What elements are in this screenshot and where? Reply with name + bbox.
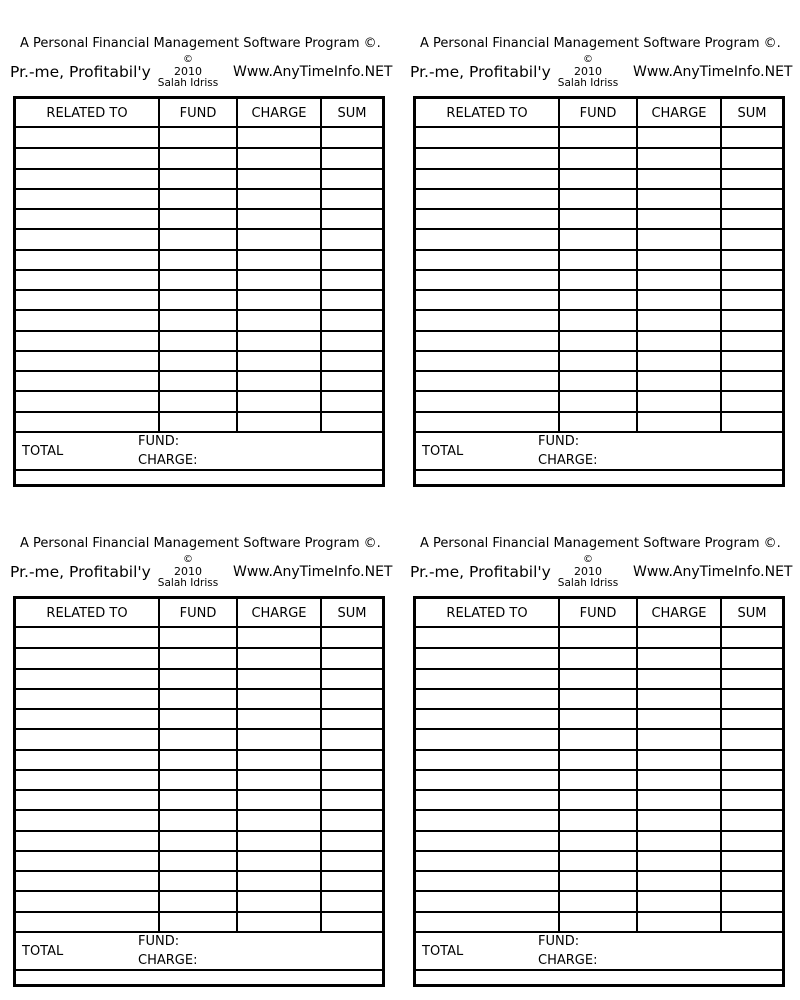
copyright-year: 2010 [574,65,602,78]
header-charge: CHARGE [251,606,307,621]
tagline: A Personal Financial Management Software Program ©. [420,36,781,51]
header-fund: FUND [579,106,617,121]
header-fund: FUND [579,606,617,621]
author-name: Salah Idriss [557,577,619,589]
row-divider [416,350,782,352]
copyright-icon: © [183,554,193,565]
row-divider [16,890,382,892]
row-divider [416,890,782,892]
tagline: A Personal Financial Management Software Program ©. [420,536,781,551]
footer-divider [16,969,382,971]
row-divider [416,911,782,913]
row-divider [416,330,782,332]
total-label: TOTAL [422,444,464,459]
header-fund: FUND [179,106,217,121]
row-divider [416,769,782,771]
row-divider [416,870,782,872]
row-divider [416,850,782,852]
row-divider [16,870,382,872]
row-divider [16,289,382,291]
table-header-row [16,99,382,128]
row-divider [16,708,382,710]
header-related-to: RELATED TO [46,606,128,621]
row-divider [16,269,382,271]
total-charge-label: CHARGE: [538,453,598,468]
row-divider [16,228,382,230]
row-divider [16,647,382,649]
total-fund-label: FUND: [138,434,180,449]
row-divider [416,249,782,251]
website-url: Www.AnyTimeInfo.NET [233,64,393,80]
header-sum: SUM [337,606,367,621]
row-divider [16,370,382,372]
copyright-icon: © [583,554,593,565]
author-name: Salah Idriss [557,77,619,89]
row-divider [16,809,382,811]
ledger-table [413,96,785,487]
total-label: TOTAL [22,444,64,459]
total-label: TOTAL [422,944,464,959]
total-charge-label: CHARGE: [138,453,198,468]
row-divider [16,188,382,190]
row-divider [16,309,382,311]
header-charge: CHARGE [651,106,707,121]
ledger-card-top-left [10,0,393,478]
total-fund-label: FUND: [138,934,180,949]
copyright-block [155,555,221,589]
header-fund: FUND [179,606,217,621]
ledger-card-top-right [410,0,793,478]
table-header-row [416,99,782,128]
brand-name: Pr.-me, Profitabil'y [10,563,151,581]
brand-name: Pr.-me, Profitabil'y [410,563,551,581]
ledger-table [13,96,385,487]
row-divider [416,188,782,190]
header-related-to: RELATED TO [446,606,528,621]
footer-divider [416,469,782,471]
ledger-card-bottom-left [10,500,393,978]
copyright-block [555,555,621,589]
header-sum: SUM [737,606,767,621]
row-divider [16,850,382,852]
row-divider [16,411,382,413]
website-url: Www.AnyTimeInfo.NET [633,64,793,80]
row-divider [416,289,782,291]
row-divider [16,769,382,771]
table-bottom-line [16,431,382,433]
row-divider [16,390,382,392]
row-divider [16,749,382,751]
row-divider [16,168,382,170]
row-divider [416,411,782,413]
copyright-year: 2010 [574,565,602,578]
row-divider [416,728,782,730]
copyright-icon: © [183,54,193,65]
row-divider [416,749,782,751]
row-divider [416,647,782,649]
row-divider [16,208,382,210]
row-divider [16,911,382,913]
row-divider [16,147,382,149]
table-bottom-line [416,931,782,933]
tagline: A Personal Financial Management Software Program ©. [20,536,381,551]
copyright-block [555,55,621,89]
table-header-row [16,599,382,628]
header-charge: CHARGE [251,106,307,121]
row-divider [416,147,782,149]
row-divider [416,208,782,210]
table-bottom-line [16,931,382,933]
website-url: Www.AnyTimeInfo.NET [633,564,793,580]
total-fund-label: FUND: [538,934,580,949]
total-fund-label: FUND: [538,434,580,449]
brand-name: Pr.-me, Profitabil'y [410,63,551,81]
author-name: Salah Idriss [157,577,219,589]
row-divider [16,728,382,730]
brand-name: Pr.-me, Profitabil'y [10,63,151,81]
row-divider [416,668,782,670]
tagline: A Personal Financial Management Software Program ©. [20,36,381,51]
row-divider [416,228,782,230]
row-divider [416,830,782,832]
copyright-year: 2010 [174,65,202,78]
total-charge-label: CHARGE: [138,953,198,968]
row-divider [16,668,382,670]
row-divider [416,809,782,811]
total-label: TOTAL [22,944,64,959]
author-name: Salah Idriss [157,77,219,89]
footer-divider [16,469,382,471]
ledger-table [13,596,385,987]
row-divider [416,390,782,392]
row-divider [416,789,782,791]
row-divider [416,370,782,372]
row-divider [416,168,782,170]
website-url: Www.AnyTimeInfo.NET [233,564,393,580]
row-divider [16,789,382,791]
header-related-to: RELATED TO [46,106,128,121]
copyright-year: 2010 [174,565,202,578]
row-divider [416,688,782,690]
row-divider [16,249,382,251]
row-divider [416,269,782,271]
row-divider [416,708,782,710]
row-divider [16,350,382,352]
header-sum: SUM [737,106,767,121]
header-charge: CHARGE [651,606,707,621]
row-divider [16,830,382,832]
table-header-row [416,599,782,628]
header-related-to: RELATED TO [446,106,528,121]
total-charge-label: CHARGE: [538,953,598,968]
row-divider [16,330,382,332]
header-sum: SUM [337,106,367,121]
row-divider [416,309,782,311]
footer-divider [416,969,782,971]
table-bottom-line [416,431,782,433]
ledger-table [413,596,785,987]
ledger-card-bottom-right [410,500,793,978]
row-divider [16,688,382,690]
copyright-block [155,55,221,89]
copyright-icon: © [583,54,593,65]
